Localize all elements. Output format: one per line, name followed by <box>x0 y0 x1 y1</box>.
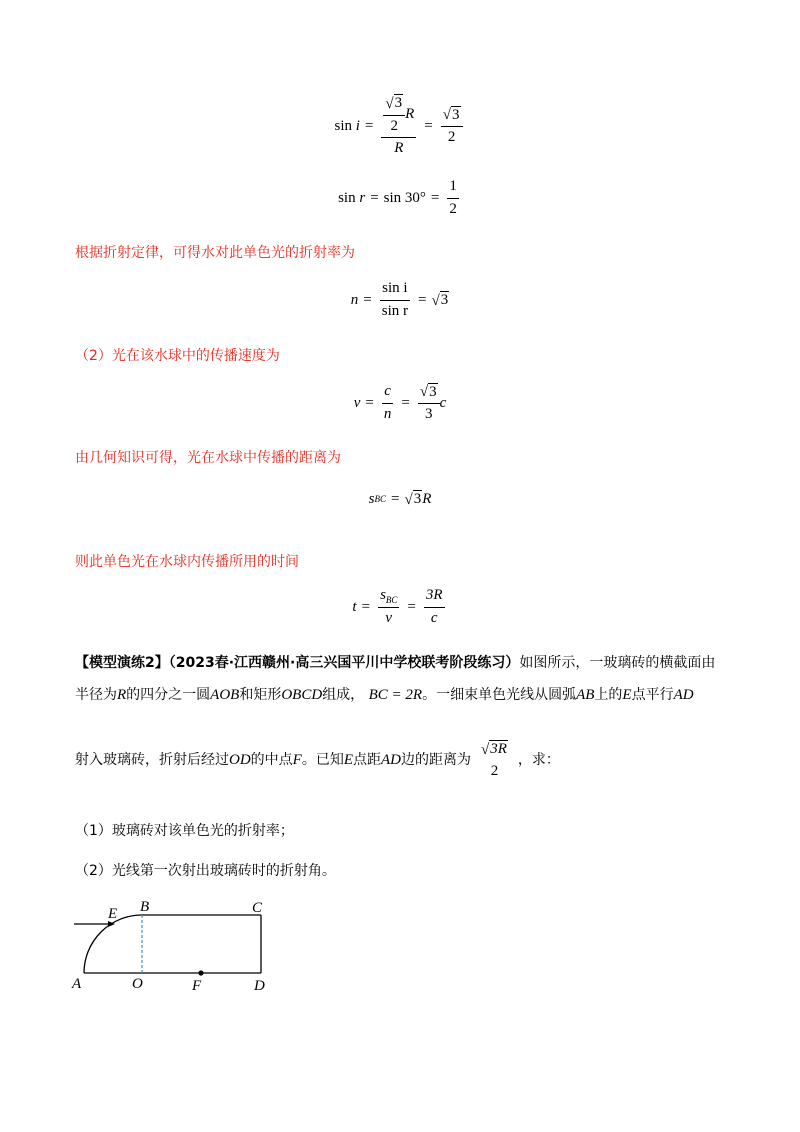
fraction-denominator: n <box>383 405 392 422</box>
equals-sign: = <box>430 189 440 206</box>
fraction-denominator: 2 <box>449 200 457 217</box>
fraction-root3r-over-2 <box>479 740 510 780</box>
sqrt: √ 3 <box>385 95 403 112</box>
fraction-numerator: √ 3R <box>481 741 507 758</box>
inner-numerator <box>383 94 405 116</box>
fraction-numerator <box>441 106 463 128</box>
fraction-denominator: 2 <box>490 762 499 779</box>
text-time: 则此单色光在水球内传播所用的时间 <box>75 554 299 570</box>
problem-line-3: 射入玻璃砖，折射后经过 OD 的中点 F 。已知 E 点距 AD 边的距离为 √ 3R 2 ，求： <box>75 741 560 779</box>
inner-denominator: 2 <box>390 118 398 135</box>
fraction-sin-ratio <box>380 280 410 320</box>
var-r: r <box>359 189 366 206</box>
fraction-c-over-n <box>382 383 394 423</box>
var-R: R <box>405 106 415 123</box>
problem-tag: 【模型演练2】 <box>75 655 169 671</box>
equals-sign: = <box>364 117 374 134</box>
label-d: D <box>254 978 265 993</box>
subscript-bc: BC <box>374 493 386 504</box>
var-t: t <box>352 598 357 615</box>
label-c: C <box>252 900 263 916</box>
label-o: O <box>132 976 143 992</box>
fraction-numerator <box>381 94 416 138</box>
var-i: i <box>355 117 360 134</box>
fraction-3r-over-c <box>424 587 445 627</box>
var-v: v <box>353 394 361 411</box>
problem-line-2: 半径为R的四分之一圆AOB和矩形OBCD组成， BC = 2R。一细束单色光线从圆弧AB上的E点平行AD <box>75 687 694 703</box>
fraction-denominator: v <box>385 610 393 627</box>
label-f: F <box>192 978 202 993</box>
var-n: n <box>350 291 359 308</box>
sin-30: sin 30° <box>383 189 426 206</box>
var-c: c <box>439 394 447 411</box>
var-s: s <box>368 490 375 507</box>
label-a: A <box>72 976 82 992</box>
sqrt: √ 3 <box>431 292 449 309</box>
equation-s-bc: s BC = √ 3 R <box>368 490 432 508</box>
text-geometry: 由几何知识可得，光在水球中传播的距离为 <box>75 450 341 466</box>
fraction-compound <box>381 94 416 157</box>
problem-source: （2023春·江西赣州·高三兴国平川中学校联考阶段练习） <box>168 655 520 671</box>
fraction-denominator: R <box>394 140 404 157</box>
fraction-result <box>441 106 463 147</box>
point-f <box>198 970 203 975</box>
fraction-numerator: $s_{BC}$ <box>378 587 399 608</box>
equals-sign: = <box>370 189 379 206</box>
fraction-denominator: 3 <box>424 406 433 423</box>
question-2: （2）光线第一次射出玻璃砖时的折射角。 <box>75 863 336 879</box>
equation-v: v = $\frac{c}{n}$ = √ 3 3 c <box>353 383 447 423</box>
fraction-half <box>447 178 459 218</box>
var-R: R <box>422 490 432 507</box>
fraction-denominator: c <box>430 609 438 626</box>
fn-sin: sin <box>334 117 352 134</box>
fraction-root3-over-3 <box>418 383 440 424</box>
equation-bc-2r: BC = 2R <box>368 687 423 703</box>
fraction-s-over-v <box>378 587 399 628</box>
sqrt: √ 3 <box>404 491 422 508</box>
glass-brick-diagram <box>68 898 278 993</box>
equation-sin-i <box>0 95 800 157</box>
inner-fraction <box>383 94 405 135</box>
problem-line-1: 【模型演练2】（2023春·江西赣州·高三兴国平川中学校联考阶段练习）如图所示，一玻璃砖的横截面由 <box>75 655 716 671</box>
fraction-numerator: 3R <box>424 587 445 607</box>
label-e: E <box>108 906 118 922</box>
text-refraction-law: 根据折射定律，可得水对此单色光的折射率为 <box>75 245 355 261</box>
equation-sin-r <box>0 180 800 216</box>
equals-sign: = <box>424 117 433 134</box>
fn-sin: sin <box>338 189 356 206</box>
sqrt: √ 3 <box>442 106 460 123</box>
fraction-numerator: sin i <box>380 280 409 300</box>
fraction-denominator: sin r <box>381 302 408 319</box>
fraction-numerator: 1 <box>447 178 459 198</box>
label-b: B <box>140 899 150 915</box>
fraction-numerator: c <box>382 383 393 403</box>
question-1: （1）玻璃砖对该单色光的折射率； <box>75 823 294 839</box>
equation-t: t = $\frac{s_{BC}}{v}$ = $\frac{3R}{c}$ <box>352 586 443 627</box>
fraction-numerator: √ 3 <box>418 383 440 405</box>
fraction-denominator: 2 <box>447 129 456 146</box>
text-part2: （2）光在该水球中的传播速度为 <box>75 348 280 364</box>
equation-n: n = $\frac{\text{sin i}}{\text{sin r}}$ = √ 3 <box>350 280 449 319</box>
